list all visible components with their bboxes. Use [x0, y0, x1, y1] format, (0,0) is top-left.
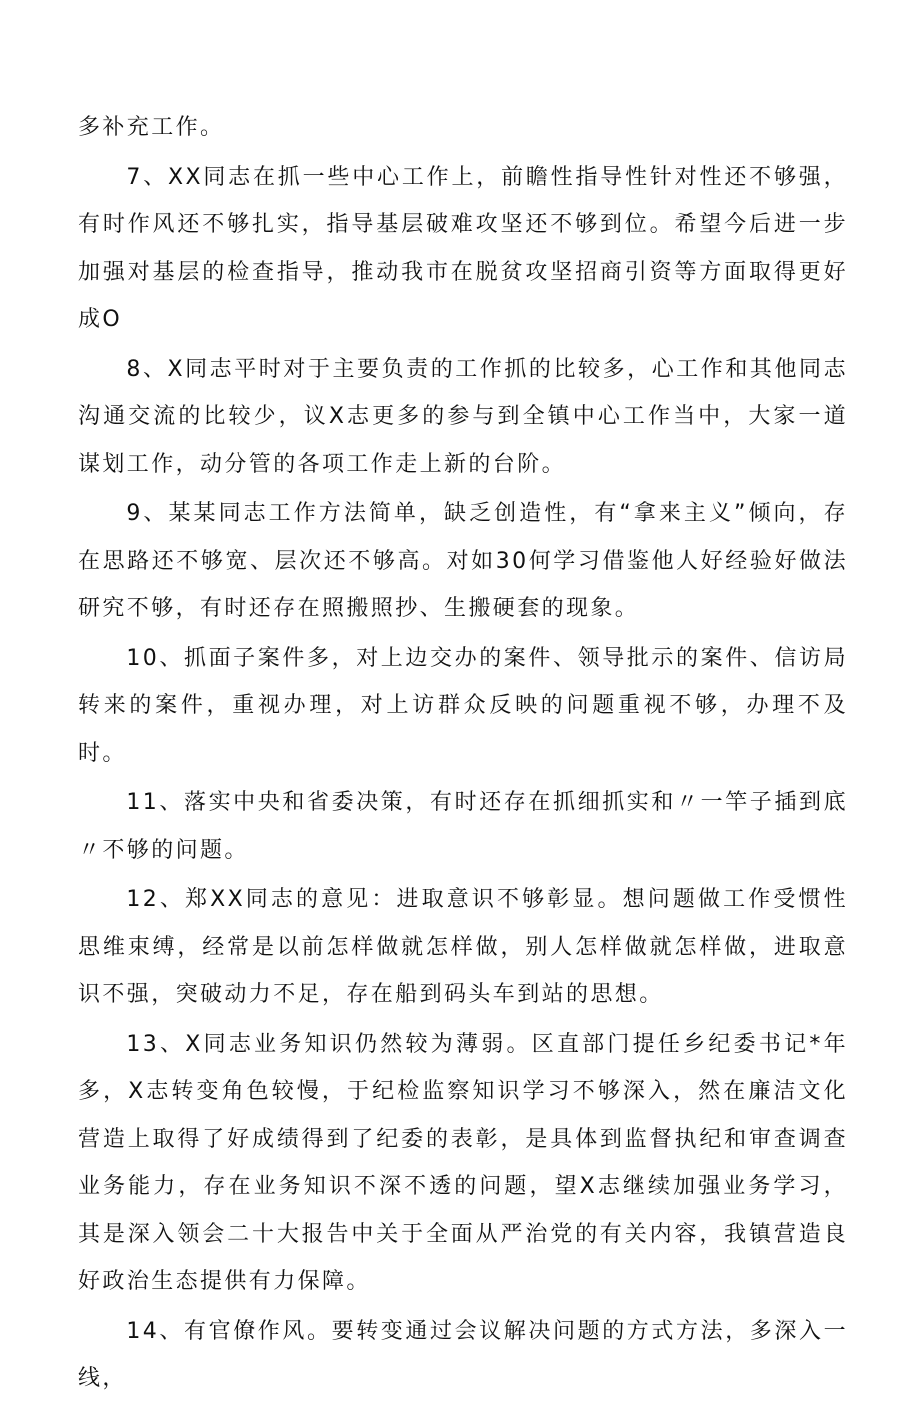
paragraph-item-14: 14、有官僚作风。要转变通过会议解决问题的方式方法，多深入一线，	[78, 1318, 848, 1391]
paragraph-item-8: 8、X同志平时对于主要负责的工作抓的比较多，心工作和其他同志沟通交流的比较少，议X志更多的参与到全镇中心工作当中，大家一道谋划工作，动分管的各项工作走上新的台阶。	[78, 356, 848, 477]
paragraph-item-13: 13、X同志业务知识仍然较为薄弱。区直部门提任乡纪委书记*年多，X志转变角色较慢，于纪检监察知识学习不够深入，然在廉洁文化营造上取得了好成绩得到了纪委的表彰，是具体到监督执纪和审查调查业务能力，存在业务知识不深不透的问题，望X志继续加强业务学习，其是深入领会二十大报告中关于全面从严治党的有关内容，我镇营造良好政治生态提供有力保障。	[78, 1031, 848, 1294]
paragraph-continuation: 多补充工作。	[78, 115, 225, 140]
paragraph-item-11: 11、落实中央和省委决策，有时还存在抓细抓实和〃一竿子插到底〃不够的问题。	[78, 790, 848, 863]
paragraph-item-9: 9、某某同志工作方法简单，缺乏创造性，有“拿来主义”倾向，存在思路还不够宽、层次还不够高。对如30何学习借鉴他人好经验好做法研究不够，有时还存在照搬照抄、生搬硬套的现象。	[78, 501, 848, 621]
paragraph-item-7: 7、XX同志在抓一些中心工作上，前瞻性指导性针对性还不够强，有时作风还不够扎实，指导基层破难攻坚还不够到位。希望今后进一步加强对基层的检查指导，推动我市在脱贫攻坚招商引资等方面取得更好成O	[78, 164, 848, 332]
paragraph-item-12: 12、郑XX同志的意见：进取意识不够彰显。想问题做工作受惯性思维束缚，经常是以前怎样做就怎样做，别人怎样做就怎样做，进取意识不强，突破动力不足，存在船到码头车到站的思想。	[78, 887, 848, 1007]
paragraph-item-10: 10、抓面子案件多，对上边交办的案件、领导批示的案件、信访局转来的案件，重视办理，对上访群众反映的问题重视不够，办理不及时。	[78, 645, 848, 766]
